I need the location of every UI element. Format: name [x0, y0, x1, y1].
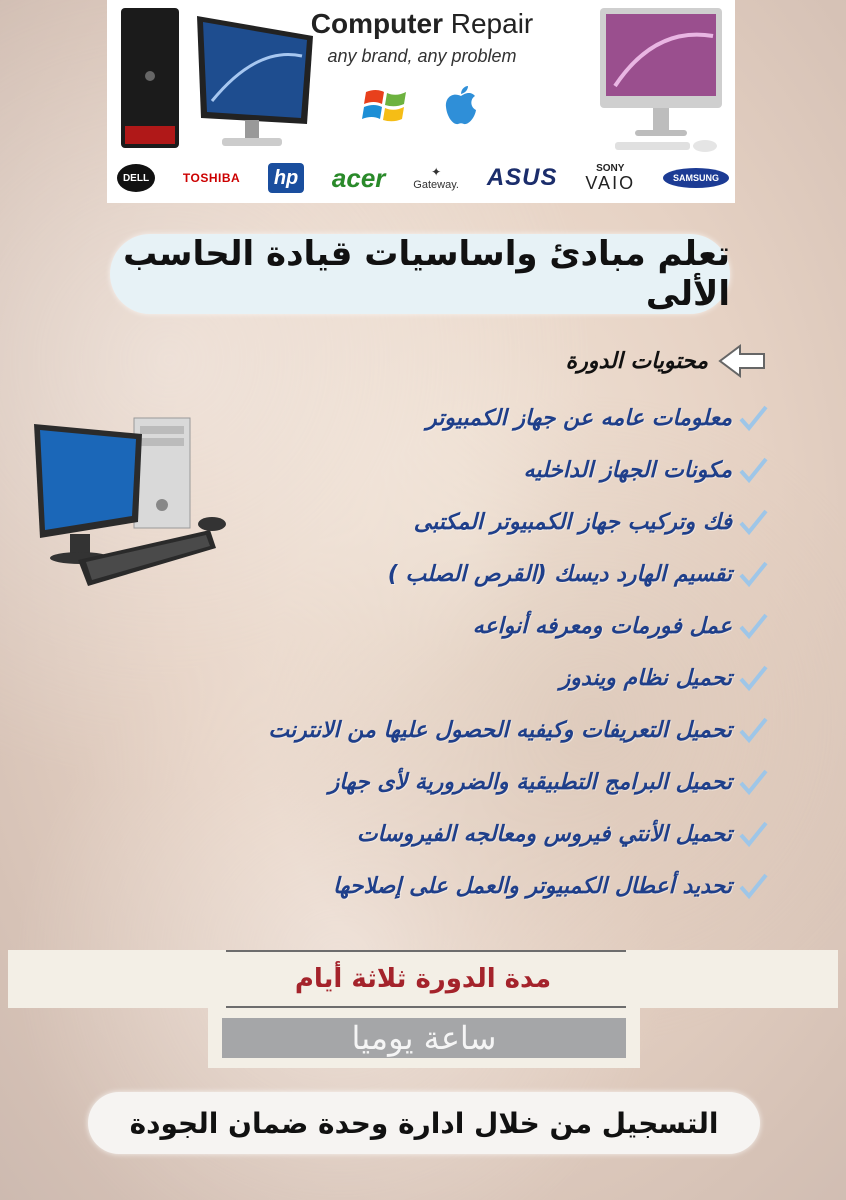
arrow-left-icon: [718, 344, 766, 378]
list-item: معلومات عامه عن جهاز الكمبيوتر: [148, 392, 768, 444]
daily-hours: ساعة يوميا: [351, 1019, 497, 1057]
dell-logo: DELL: [117, 164, 155, 192]
checkmark-icon: [738, 611, 768, 641]
list-item: فك وتركيب جهاز الكمبيوتر المكتبى: [148, 496, 768, 548]
apple-logo-icon: [439, 84, 483, 128]
windows-logo-icon: [362, 86, 410, 126]
checkmark-icon: [738, 715, 768, 745]
checkmark-icon: [738, 819, 768, 849]
list-item: تحميل البرامج التطبيقية والضرورية لأى جهاز: [148, 756, 768, 808]
checkmark-icon: [738, 663, 768, 693]
course-contents-list: [148, 392, 768, 912]
title-pill: [110, 234, 730, 314]
list-item: تحميل التعريفات وكيفيه الحصول عليها من الانترنت: [148, 704, 768, 756]
checkmark-icon: [738, 767, 768, 797]
list-item: تحميل نظام ويندوز: [148, 652, 768, 704]
course-contents-heading: محتويات الدورة: [566, 344, 766, 378]
list-item: عمل فورمات ومعرفه أنواعه: [148, 600, 768, 652]
checkmark-icon: [738, 403, 768, 433]
imac-image: [595, 6, 730, 156]
list-item: تحديد أعطال الكمبيوتر والعمل على إصلاحها: [148, 860, 768, 912]
acer-logo: acer: [331, 162, 386, 193]
daily-hours-bar: [208, 1008, 640, 1068]
course-duration: مدة الدورة ثلاثة أيام: [294, 964, 552, 994]
checkmark-icon: [738, 455, 768, 485]
checkmark-icon: [738, 507, 768, 537]
computer-repair-banner: [107, 0, 735, 203]
course-duration-bar: [8, 950, 838, 1008]
gateway-logo: ✦ Gateway.: [413, 165, 459, 191]
banner-subtitle: any brand, any problem: [327, 46, 517, 66]
brand-logos-row: [117, 160, 729, 196]
toshiba-logo: TOSHIBA: [182, 171, 241, 185]
registration-pill: [88, 1092, 760, 1154]
registration-info: التسجيل من خلال ادارة وحدة ضمان الجودة: [129, 1106, 719, 1140]
page-title: تعلم مبادئ واساسيات قيادة الحاسب الألى: [123, 234, 730, 314]
list-item: تقسيم الهارد ديسك (القرص الصلب ): [148, 548, 768, 600]
samsung-logo: SAMSUNG: [663, 168, 729, 188]
hp-logo: hp: [268, 163, 304, 193]
sony-vaio-logo: SONY VAIO: [585, 162, 636, 193]
banner-title: Computer Repair: [310, 8, 534, 39]
checkmark-icon: [738, 871, 768, 901]
list-item: مكونات الجهاز الداخليه: [148, 444, 768, 496]
list-item: تحميل الأنتي فيروس ومعالجه الفيروسات: [148, 808, 768, 860]
checkmark-icon: [738, 559, 768, 589]
desktop-tower-monitor-image: [117, 6, 317, 156]
asus-logo: ASUS: [486, 164, 558, 191]
